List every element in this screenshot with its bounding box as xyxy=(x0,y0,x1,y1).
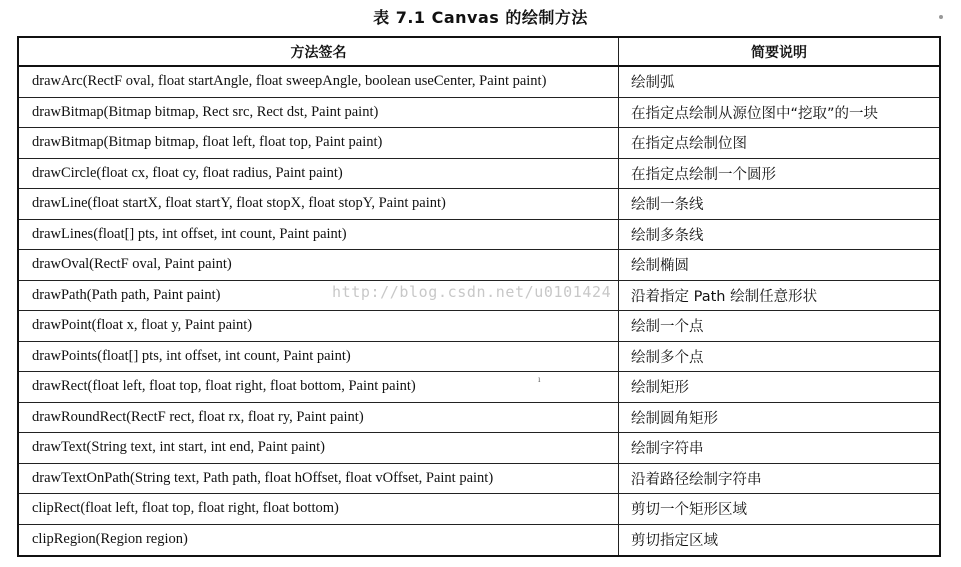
method-description: 绘制弧 xyxy=(631,75,675,92)
table-row xyxy=(19,220,939,251)
method-signature: drawOval(RectF oval, Paint paint) xyxy=(19,250,619,280)
table-row xyxy=(19,281,939,312)
canvas-methods-table xyxy=(17,36,941,557)
method-description: 在指定点绘制位图 xyxy=(631,136,747,153)
stray-mark: ı xyxy=(538,374,541,384)
table-row xyxy=(19,311,939,342)
method-signature: drawArc(RectF oval, float startAngle, float sweepAngle, boolean useCenter, Paint paint) xyxy=(19,67,619,97)
method-signature: drawPoint(float x, float y, Paint paint) xyxy=(19,311,619,341)
table-row xyxy=(19,128,939,159)
method-signature: drawRect(float left, float top, float right, float bottom, Paint paint) xyxy=(19,372,619,402)
method-description: 绘制矩形 xyxy=(631,380,689,397)
method-description: 绘制圆角矩形 xyxy=(631,410,718,427)
method-signature: drawCircle(float cx, float cy, float radius, Paint paint) xyxy=(19,159,619,189)
method-signature: drawPoints(float[] pts, int offset, int count, Paint paint) xyxy=(19,342,619,372)
table-row xyxy=(19,159,939,190)
table-row xyxy=(19,342,939,373)
method-description: 剪切一个矩形区域 xyxy=(631,502,747,519)
table-row xyxy=(19,250,939,281)
table-row xyxy=(19,67,939,98)
table-row xyxy=(19,525,939,556)
header-signature: 方法签名 xyxy=(19,38,619,65)
method-signature: drawText(String text, int start, int end, Paint paint) xyxy=(19,433,619,463)
header-description: 简要说明 xyxy=(751,44,807,61)
method-description: 绘制多条线 xyxy=(631,227,704,244)
table-header-row xyxy=(19,38,939,67)
table-row xyxy=(19,372,939,403)
table-caption: 表 7.1 Canvas 的绘制方法 xyxy=(373,8,588,27)
method-signature: clipRect(float left, float top, float right, float bottom) xyxy=(19,494,619,524)
method-description: 在指定点绘制从源位图中“挖取”的一块 xyxy=(631,105,879,122)
method-signature: clipRegion(Region region) xyxy=(19,525,619,556)
watermark: http://blog.csdn.net/u0101424 xyxy=(332,283,612,301)
method-description: 沿着路径绘制字符串 xyxy=(631,471,762,488)
method-description: 绘制一条线 xyxy=(631,197,704,214)
table-row xyxy=(19,189,939,220)
method-signature: drawPath(Path path, Paint paint) xyxy=(19,281,619,311)
method-description: 绘制字符串 xyxy=(631,441,704,458)
method-signature: drawLine(float startX, float startY, float stopX, float stopY, Paint paint) xyxy=(19,189,619,219)
table-row xyxy=(19,433,939,464)
method-signature: drawBitmap(Bitmap bitmap, Rect src, Rect dst, Paint paint) xyxy=(19,98,619,128)
method-signature: drawBitmap(Bitmap bitmap, float left, float top, Paint paint) xyxy=(19,128,619,158)
method-description: 绘制一个点 xyxy=(631,319,704,336)
scan-dot xyxy=(939,15,943,19)
method-description: 剪切指定区域 xyxy=(631,533,718,550)
table-row xyxy=(19,98,939,129)
table-row xyxy=(19,403,939,434)
method-description: 绘制多个点 xyxy=(631,349,704,366)
method-description: 绘制椭圆 xyxy=(631,258,689,275)
method-description: 沿着指定 Path 绘制任意形状 xyxy=(631,288,818,305)
method-signature: drawTextOnPath(String text, Path path, float hOffset, float vOffset, Paint paint) xyxy=(19,464,619,494)
table-row xyxy=(19,464,939,495)
table-row xyxy=(19,494,939,525)
method-description: 在指定点绘制一个圆形 xyxy=(631,166,776,183)
method-signature: drawLines(float[] pts, int offset, int count, Paint paint) xyxy=(19,220,619,250)
method-signature: drawRoundRect(RectF rect, float rx, float ry, Paint paint) xyxy=(19,403,619,433)
